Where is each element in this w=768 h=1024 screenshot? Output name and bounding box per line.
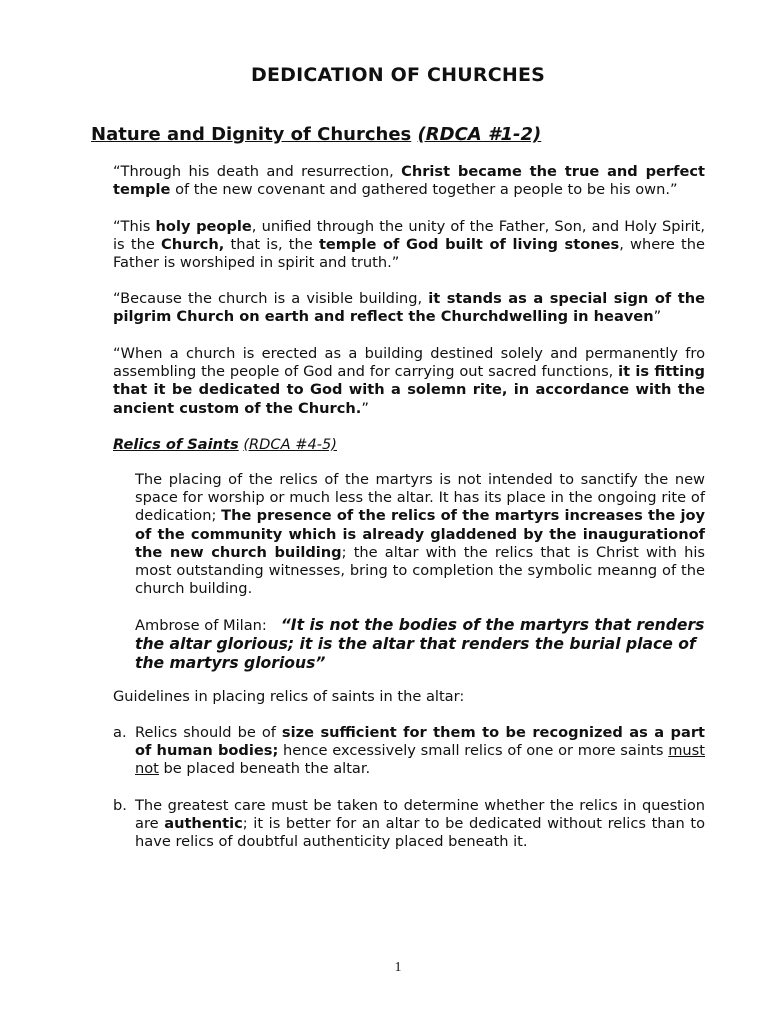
paragraph-holy-people — [113, 218, 705, 273]
paragraph-text: “This — [113, 218, 156, 235]
list-marker: b. — [113, 797, 127, 814]
section-heading-text: Nature and Dignity of Churches — [91, 124, 412, 145]
guideline-text: be placed beneath the altar. — [158, 760, 371, 778]
guideline-text: hence excessively small relics of one or more saints — [278, 742, 669, 760]
subsection-heading — [113, 436, 337, 453]
paragraph-text: , unified through the unity of the Father, Son, and Holy Spirit, is the — [113, 218, 706, 254]
paragraph-emphasis: Christ became the true and perfect temple — [113, 163, 706, 199]
paragraph-temple — [113, 163, 705, 199]
paragraph-emphasis: The presence of the relics of the martyrs increases the joy of the community which is already gladdened by the inaugurationof the new church building — [135, 507, 705, 561]
paragraph-emphasis: it stands as a special sign of the pilgrim Church on earth and reflect the Churchdwelling in heaven — [113, 290, 705, 326]
guideline-body — [135, 724, 705, 779]
paragraph-emphasis: temple of God built of living stones — [318, 236, 620, 254]
paragraph-text: of the new covenant and gathered together a people to be his own.” — [170, 181, 678, 199]
guidelines-intro: Guidelines in placing relics of saints in the altar: — [113, 688, 465, 705]
quote-attribution: Ambrose of Milan: — [135, 617, 267, 634]
section-heading — [91, 124, 541, 145]
paragraph-text: ; the altar with the relics that is Christ with his most outstanding witnesses, bring to completion the symbolic meanng of the church building. — [135, 543, 705, 598]
paragraph-visible-building — [113, 290, 705, 326]
subsection-ref: (RDCA #4-5) — [243, 436, 337, 453]
paragraph-relics — [135, 471, 705, 598]
paragraph-text: The placing of the relics of the martyrs is not intended to sanctify the new space for worship or much less the altar. It has its place in the ongoing rite of dedication; — [135, 471, 705, 525]
guideline-emphasis: size sufficient for them to be recognized as a part of human bodies; — [135, 724, 706, 760]
ambrose-quote — [135, 616, 705, 674]
paragraph-text: “Through his death and resurrection, — [113, 163, 402, 180]
guideline-body — [135, 797, 705, 852]
paragraph-text: that is, the — [224, 236, 319, 254]
guideline-text: ; it is better for an altar to be dedicated without relics than to have relics of doubtful authenticity placed beneath it. — [135, 815, 705, 851]
guideline-item — [113, 797, 705, 852]
document-title: DEDICATION OF CHURCHES — [250, 64, 546, 86]
paragraph-text: , where the Father is worshiped in spirit and truth.” — [113, 236, 705, 272]
paragraph-church-erected — [113, 345, 705, 418]
page-number: 1 — [394, 960, 402, 975]
guideline-text: The greatest care must be taken to determine whether the relics in question are — [135, 797, 705, 833]
paragraph-text: ” — [653, 308, 662, 326]
subsection-title: Relics of Saints — [113, 436, 239, 453]
list-marker: a. — [113, 724, 127, 741]
guideline-underline: must not — [135, 742, 705, 778]
guideline-item — [113, 724, 705, 779]
paragraph-emphasis: holy people — [155, 218, 252, 235]
paragraph-text: ” — [361, 399, 369, 417]
paragraph-text: “When a church is erected as a building destined solely and permanently fro assembling the people of God and for carrying out sacred functions, — [113, 345, 705, 381]
paragraph-emphasis: it is fitting that it be dedicated to God with a solemn rite, in accordance with the ancient custom of the Church. — [113, 363, 705, 417]
paragraph-text: “Because the church is a visible building, — [113, 290, 429, 307]
paragraph-emphasis: Church, — [161, 236, 225, 254]
guideline-text: Relics should be of — [135, 724, 282, 741]
section-heading-ref: (RDCA #1-2) — [417, 124, 542, 145]
guideline-emphasis: authentic — [164, 815, 243, 833]
quote-text: “It is not the bodies of the martyrs that renders the altar glorious; it is the altar that renders the burial place of the martyrs glorious” — [135, 616, 705, 673]
